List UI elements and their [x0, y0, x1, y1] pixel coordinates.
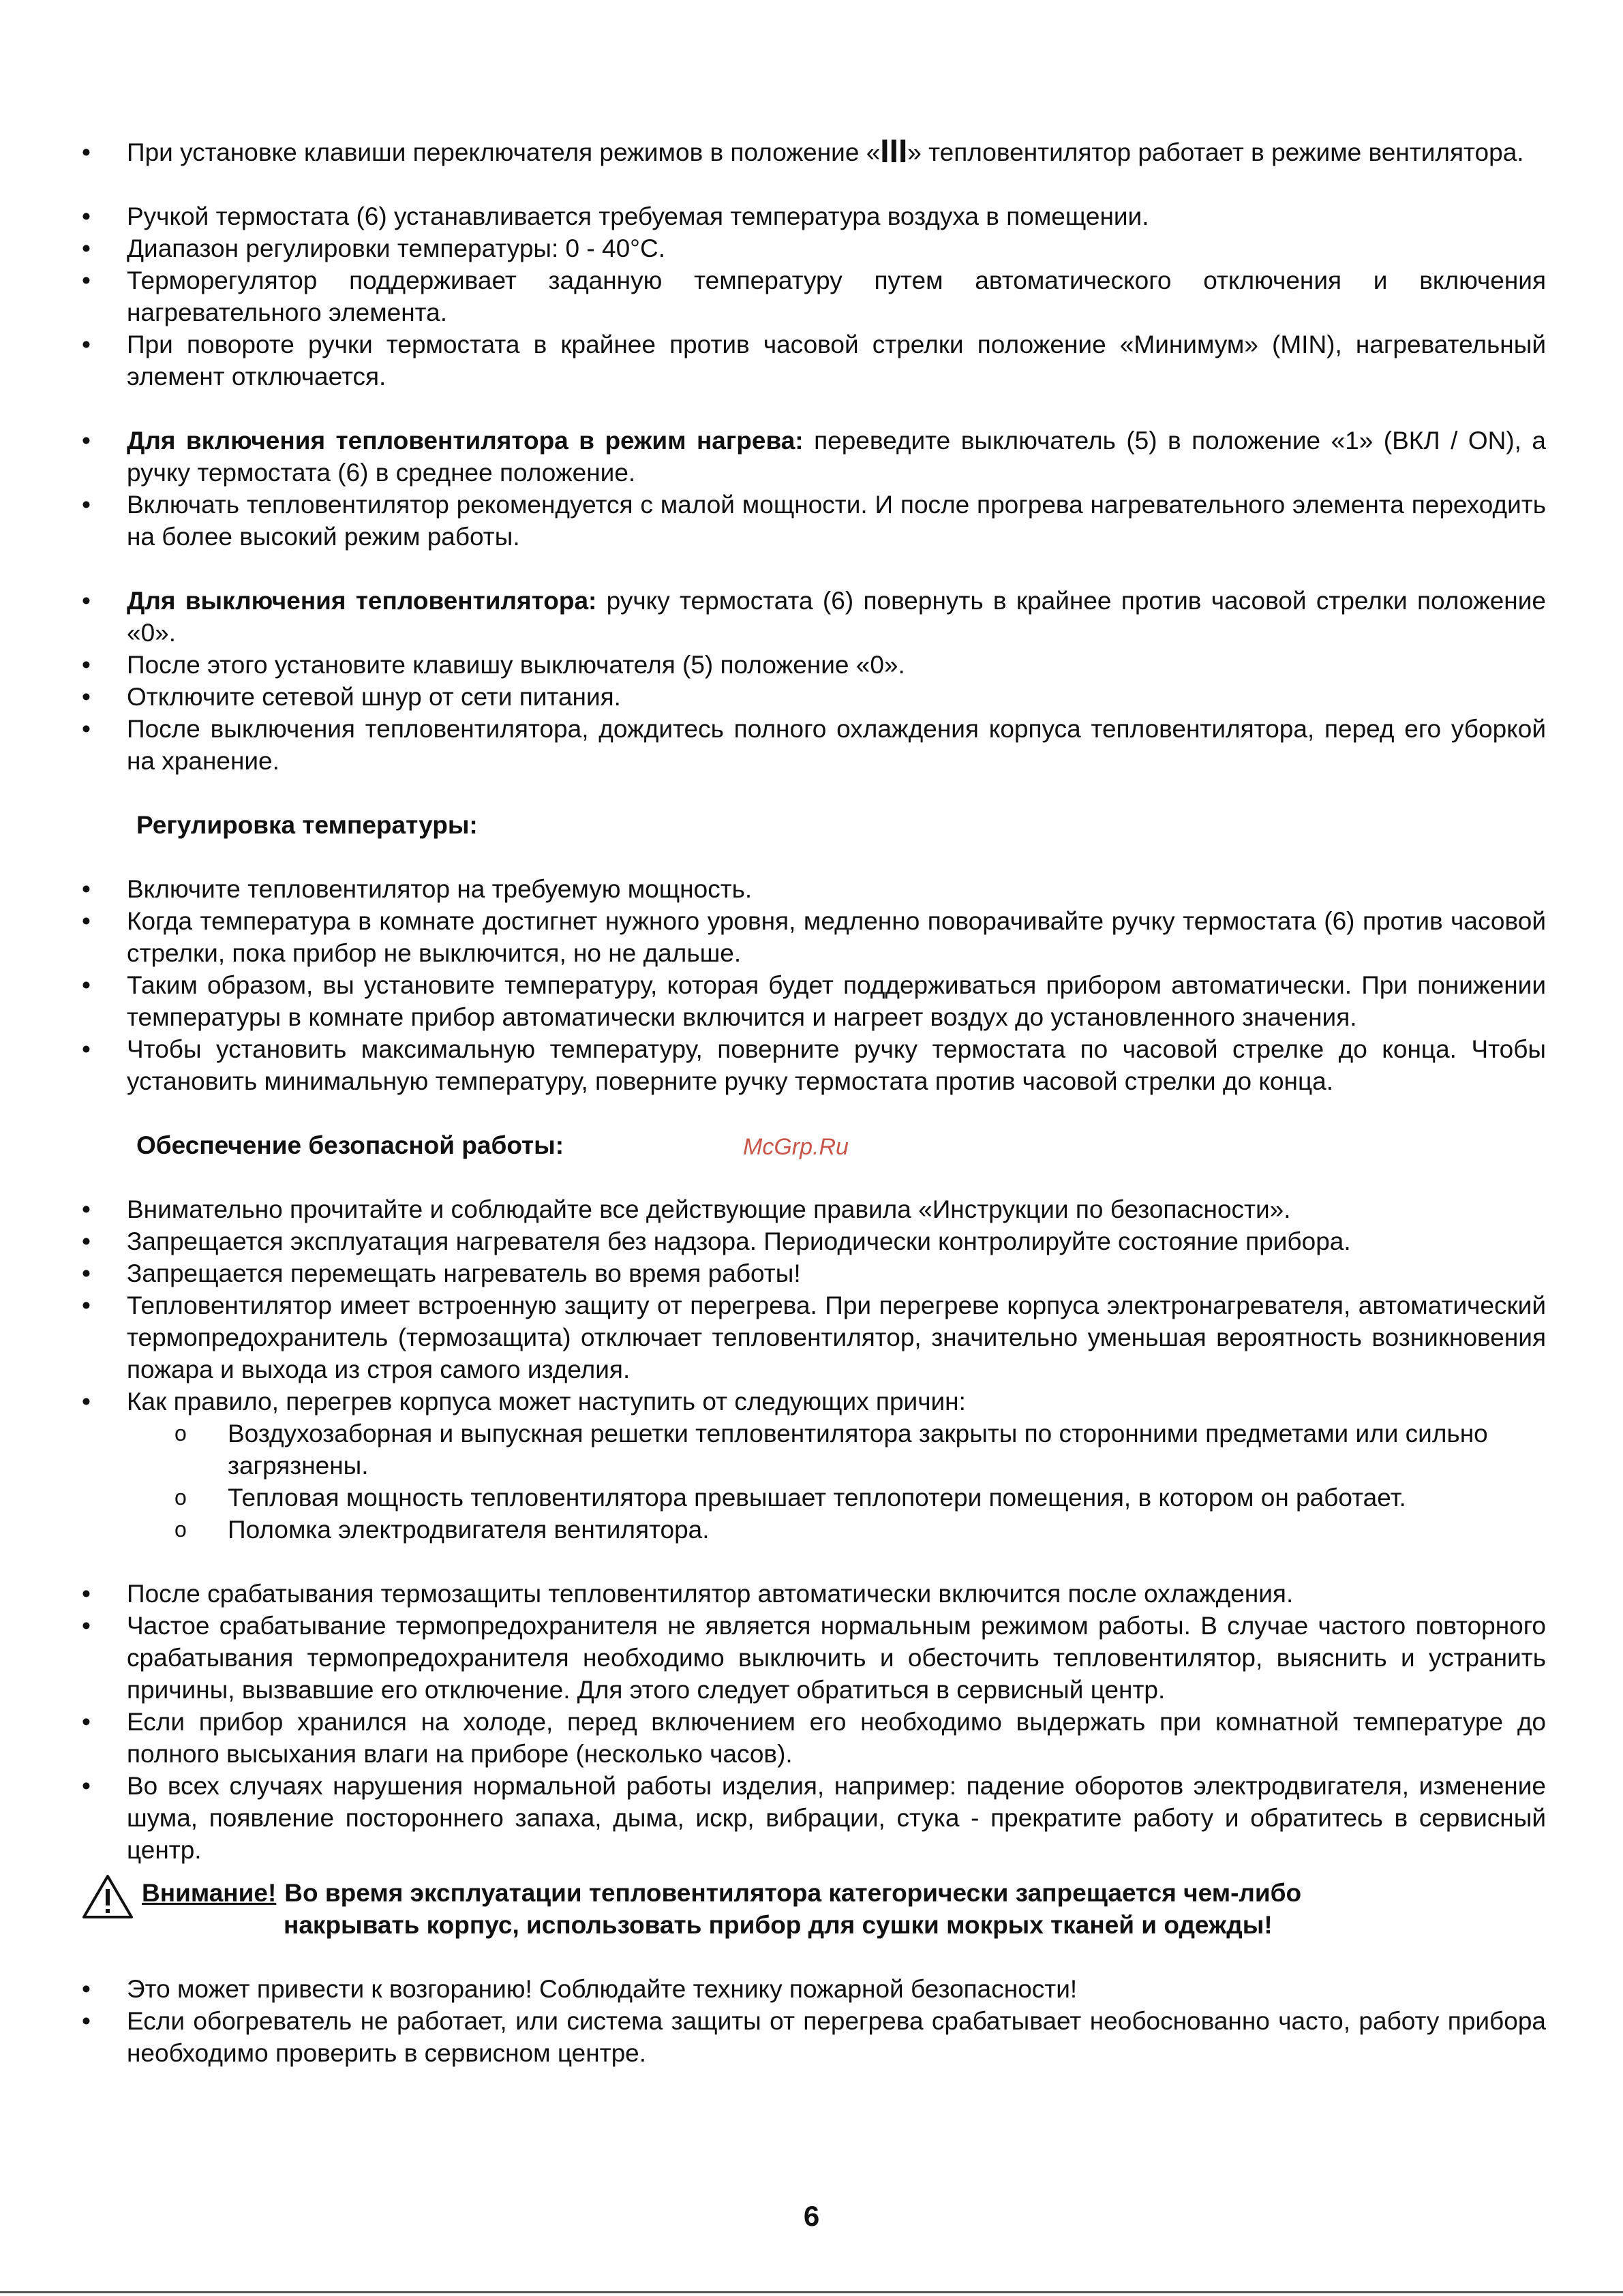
list-item: • Внимательно прочитайте и соблюдайте все действующие правила «Инструкции по безопасности». — [82, 1193, 1546, 1225]
bullet-list-temperature — [82, 873, 1546, 1097]
list-item: • Ручкой термостата (6) устанавливается требуемая температура воздуха в помещении. — [82, 200, 1546, 232]
warning-text-line1: Во время эксплуатации тепловентилятора категорически запрещается чем-либо — [284, 1879, 1302, 1907]
bullet-list-protection — [82, 1578, 1546, 1866]
bullet-list-thermostat — [82, 200, 1546, 393]
warning-label: Внимание! — [142, 1879, 277, 1907]
list-item: • Во всех случаях нарушения нормальной работы изделия, например: падение оборотов электродвигателя, изменение шума, появление постороннего запаха, дыма, искр, вибрации, стука - прекратите работу и обратитесь в сервисный центр. — [82, 1770, 1546, 1866]
bullet-list-turn-on — [82, 425, 1546, 553]
list-item: • Отключите сетевой шнур от сети питания. — [82, 681, 1546, 713]
warning-triangle-icon — [82, 1874, 134, 1919]
sub-list-item: o Поломка электродвигателя вентилятора. — [82, 1514, 1546, 1546]
list-item: • После этого установите клавишу выключателя (5) положение «0». — [82, 649, 1546, 681]
bottom-rule — [0, 2291, 1623, 2293]
fan-mode-symbol: III — [880, 134, 908, 170]
bullet-list-fan-mode — [82, 136, 1546, 168]
list-item: • Тепловентилятор имеет встроенную защиту от перегрева. При перегреве корпуса электронагревателя, автоматический термопредохранитель (термозащита) отключает тепловентилятор, значительно уменьшая вероятность возникновения пожара и выхода из строя самого изделия. — [82, 1289, 1546, 1386]
list-item: • Чтобы установить максимальную температуру, поверните ручку термостата по часовой стрелке до конца. Чтобы установить минимальную температуру, поверните ручку термостата против часовой стрелки до конца. — [82, 1033, 1546, 1097]
list-item: • Частое срабатывание термопредохранителя не является нормальным режимом работы. В случае частого повторного срабатывания термопредохранителя необходимо выключить и обесточить тепловентилятор, выяснить и устранить причины, вызвавшие его отключение. Для этого следует обратиться в сервисный центр. — [82, 1610, 1546, 1706]
list-item: • Это может привести к возгоранию! Соблюдайте технику пожарной безопасности! — [82, 1973, 1546, 2005]
page-number: 6 — [803, 2200, 820, 2232]
list-item: • Для выключения тепловентилятора: ручку термостата (6) повернуть в крайнее против часовой стрелки положение «0». — [82, 585, 1546, 649]
list-item: • Для включения тепловентилятора в режим нагрева: переведите выключатель (5) в положение «1» (ВКЛ / ON), а ручку термостата (6) в среднее положение. — [82, 425, 1546, 489]
list-item: • Запрещается эксплуатация нагревателя без надзора. Периодически контролируйте состояние прибора. — [82, 1225, 1546, 1257]
bullet-list-final — [82, 1973, 1546, 2069]
warning-text-line2: накрывать корпус, использовать прибор для сушки мокрых тканей и одежды! — [284, 1911, 1273, 1939]
list-item: • После срабатывания термозащиты тепловентилятор автоматически включится после охлаждения. — [82, 1578, 1546, 1610]
list-item: • При повороте ручки термостата в крайнее против часовой стрелки положение «Минимум» (MIN), нагревательный элемент отключается. — [82, 328, 1546, 393]
list-item: • Запрещается перемещать нагреватель во время работы! — [82, 1257, 1546, 1289]
list-item: • Если обогреватель не работает, или система защиты от перегрева срабатывает необоснованно часто, работу прибора необходимо проверить в сервисном центре. — [82, 2005, 1546, 2069]
list-item: • Как правило, перегрев корпуса может наступить от следующих причин: — [82, 1386, 1546, 1418]
bullet-list-safety — [82, 1193, 1546, 1418]
list-item: • Включать тепловентилятор рекомендуется с малой мощности. И после прогрева нагревательного элемента переходить на более высокий режим работы. — [82, 489, 1546, 553]
section-heading-temperature: Регулировка температуры: — [136, 811, 478, 839]
section-heading-safety: Обеспечение безопасной работы: — [136, 1131, 564, 1159]
sub-list-item: o Тепловая мощность тепловентилятора превышает теплопотери помещения, в котором он работает. — [82, 1482, 1546, 1514]
page-content — [82, 136, 1546, 2069]
list-item: • Когда температура в комнате достигнет нужного уровня, медленно поворачивайте ручку термостата (6) против часовой стрелки, пока прибор не выключится, но не дальше. — [82, 905, 1546, 969]
sub-list-overheat-causes — [82, 1418, 1546, 1546]
list-item: • При установке клавиши переключателя режимов в положение «III» тепловентилятор работает в режиме вентилятора. — [82, 136, 1546, 168]
list-item: • Таким образом, вы установите температуру, которая будет поддерживаться прибором автоматически. При понижении температуры в комнате прибор автоматически включится и нагреет воздух до установленного значения. — [82, 969, 1546, 1033]
list-item: • После выключения тепловентилятора, дождитесь полного охлаждения корпуса тепловентилятора, перед его уборкой на хранение. — [82, 713, 1546, 777]
list-item: • Если прибор хранился на холоде, перед включением его необходимо выдержать при комнатной температуре до полного высыхания влаги на приборе (несколько часов). — [82, 1706, 1546, 1770]
sub-list-item: o Воздухозаборная и выпускная решетки тепловентилятора закрыты по сторонними предметами или сильно загрязнены. — [82, 1418, 1546, 1482]
warning-notice — [82, 1877, 1546, 1941]
list-item: • Включите тепловентилятор на требуемую мощность. — [82, 873, 1546, 905]
list-item: • Диапазон регулировки температуры: 0 - 40°С. — [82, 232, 1546, 264]
list-item: • Терморегулятор поддерживает заданную температуру путем автоматического отключения и включения нагревательного элемента. — [82, 264, 1546, 328]
bullet-list-turn-off — [82, 585, 1546, 777]
watermark: McGrp.Ru — [743, 1134, 849, 1160]
